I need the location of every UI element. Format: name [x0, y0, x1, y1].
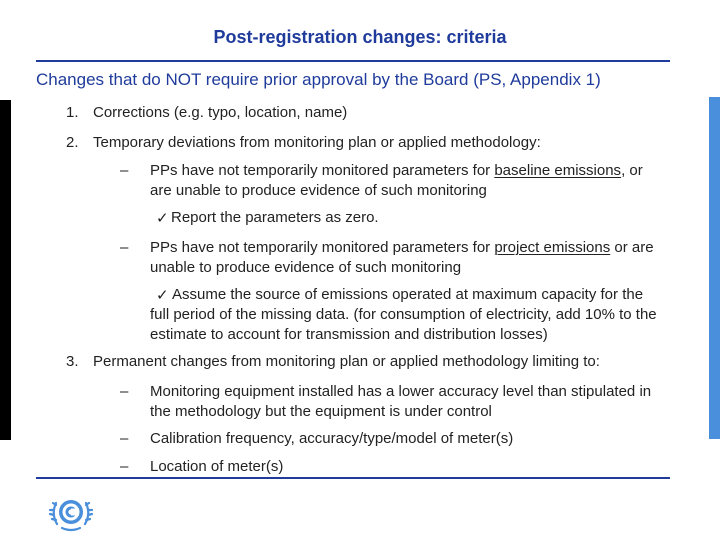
dash-bullet: – [120, 430, 129, 447]
sub-item-text: Monitoring equipment installed has a lower accuracy level than stipulated in [150, 383, 652, 400]
list-item: Permanent changes from monitoring plan or applied methodology limiting to: [93, 353, 600, 370]
unfccc-logo-icon [48, 488, 94, 534]
sub-item-baseline [150, 161, 700, 201]
slide-subtitle: Changes that do NOT require prior approval by the Board (PS, Appendix 1) [36, 70, 601, 89]
action-line: estimate to account for transmission and distribution losses) [150, 326, 548, 343]
list-item: Temporary deviations from monitoring plan or applied methodology: [93, 134, 541, 151]
item-number: 3. [66, 353, 79, 370]
dash-bullet: – [120, 458, 129, 475]
underlined-term: project emissions [494, 239, 611, 256]
footer-divider [36, 477, 670, 479]
item-number: 2. [66, 134, 79, 151]
sub-item-text: unable to produce evidence of such monitoring [150, 259, 462, 276]
action-text [150, 285, 705, 345]
sub-item-text: PPs have not temporarily monitored parameters for [150, 239, 495, 256]
slide-title: Post-registration changes: criteria [213, 27, 507, 47]
list-item: Corrections (e.g. typo, location, name) [93, 104, 348, 121]
sub-item-text: or are [610, 239, 654, 256]
sub-item-project [150, 238, 700, 278]
title-divider [36, 60, 670, 62]
dash-bullet: – [120, 239, 129, 256]
dash-bullet: – [120, 383, 129, 400]
right-accent-bar [709, 97, 720, 439]
sub-item-text: the methodology but the equipment is under control [150, 403, 492, 420]
sub-item-location: Location of meter(s) [150, 458, 284, 475]
sub-item-calibration: Calibration frequency, accuracy/type/model of meter(s) [150, 430, 514, 447]
sub-item-accuracy [150, 382, 705, 422]
item-number: 1. [66, 104, 79, 121]
action-line: Assume the source of emissions operated at maximum capacity for the [172, 286, 644, 303]
check-icon: ✓ [156, 287, 169, 304]
left-accent-bar [0, 100, 11, 440]
sub-item-text: are unable to produce evidence of such monitoring [150, 182, 487, 199]
sub-item-text: , or [621, 162, 643, 179]
sub-item-text: PPs have not temporarily monitored parameters for [150, 162, 495, 179]
action-text: Report the parameters as zero. [171, 209, 379, 226]
underlined-term: baseline emissions [494, 162, 622, 179]
action-line: full period of the missing data. (for consumption of electricity, add 10% to the [150, 306, 657, 323]
dash-bullet: – [120, 162, 129, 179]
check-icon: ✓ [156, 210, 169, 227]
